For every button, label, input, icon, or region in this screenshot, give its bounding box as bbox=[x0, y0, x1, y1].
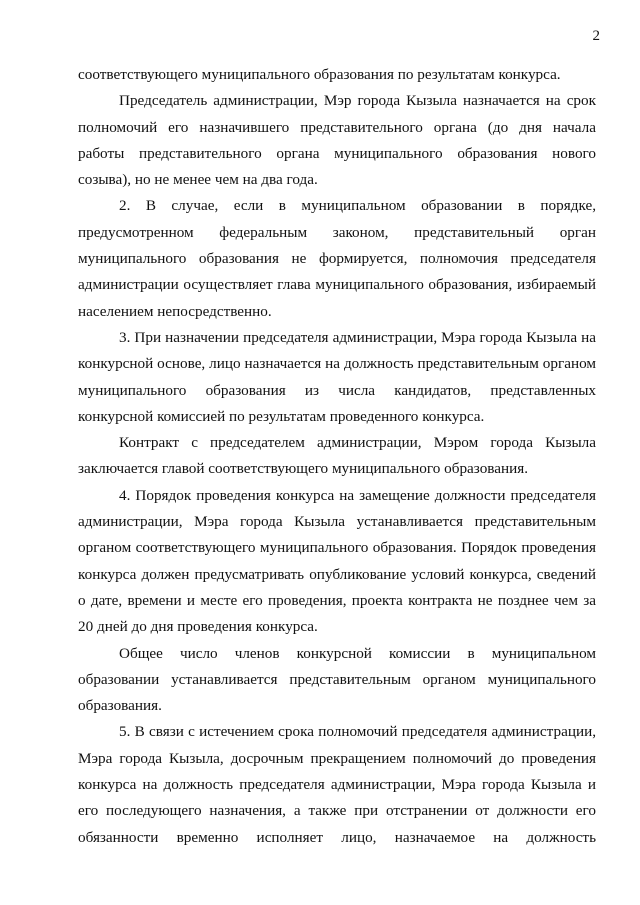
document-body bbox=[78, 62, 596, 851]
paragraph-commission: Общее число членов конкурсной комиссии в муниципальном образовании устанавливается представительным органом муниципального образования. bbox=[78, 644, 596, 715]
paragraph-item-3: 3. При назначении председателя администрации, Мэра города Кызыла на конкурсной основе, лицо назначается на должность представительным органом муниципального образования из числа кандидатов, представленных конкурсной комиссией по результатам проведенного конкурса. bbox=[78, 328, 596, 425]
paragraph-mayor-term: Председатель администрации, Мэр города Кызыла назначается на срок полномочий его назначившего представительного органа (до дня начала работы представительного органа муниципального образования нового созыва), но не менее чем на два года. bbox=[78, 92, 596, 189]
paragraph-item-5: 5. В связи с истечением срока полномочий председателя администрации, Мэра города Кызыла, досрочным прекращением полномочий до проведения конкурса на должность председателя администрации, Мэра города Кызыла и его последующего назначения, а также при отстранении от должности его обязанности временно исполняет лицо, назначаемое на должность bbox=[78, 723, 596, 846]
page-number: 2 bbox=[592, 28, 600, 44]
paragraph-continuation: соответствующего муниципального образования по результатам конкурса. bbox=[78, 66, 561, 83]
paragraph-item-4: 4. Порядок проведения конкурса на замещение должности председателя администрации, Мэра города Кызыла устанавливается представительным органом соответствующего муниципального образования. Порядок проведения конкурса должен предусматривать опубликование условий конкурса, сведений о дате, времени и месте его проведения, проекта контракта не позднее чем за 20 дней до дня проведения конкурса. bbox=[78, 486, 596, 636]
paragraph-contract: Контракт с председателем администрации, Мэром города Кызыла заключается главой соответствующего муниципального образования. bbox=[78, 434, 596, 478]
paragraph-item-2: 2. В случае, если в муниципальном образовании в порядке, предусмотренном федеральным законом, представительный орган муниципального образования не формируется, полномочия председателя администрации осуществляет глава муниципального образования, избираемый населением непосредственно. bbox=[78, 197, 596, 320]
